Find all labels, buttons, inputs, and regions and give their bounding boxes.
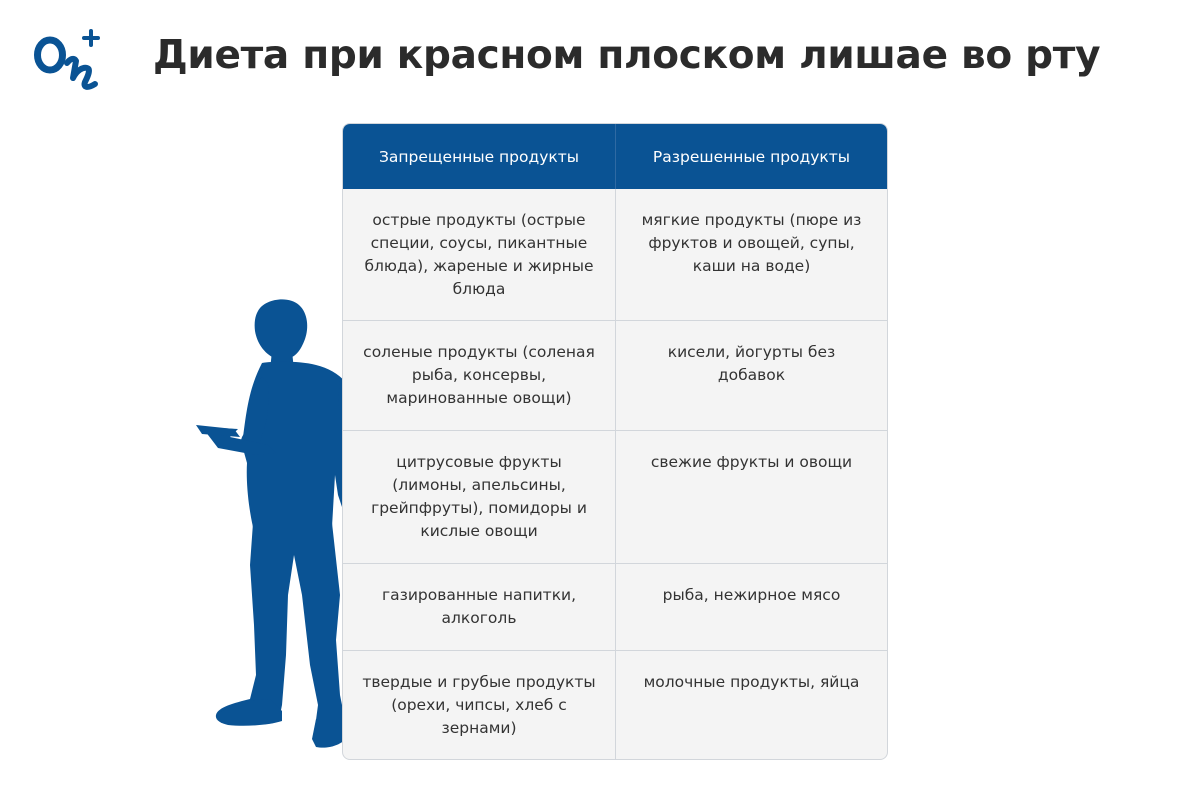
forbidden-cell: соленые продукты (соленая рыба, консервы, маринованные овощи) [363, 343, 595, 407]
forbidden-cell: цитрусовые фрукты (лимоны, апельсины, грейпфруты), помидоры и кислые овощи [371, 453, 587, 540]
allowed-cell: мягкие продукты (пюре из фруктов и овощей, супы, каши на воде) [615, 189, 887, 320]
table-header-row [343, 124, 887, 189]
forbidden-cell: острые продукты (острые специи, соусы, пикантные блюда), жареные и жирные блюда [364, 211, 594, 298]
allowed-cell: кисели, йогурты без добавок [615, 321, 887, 430]
site-logo[interactable] [33, 28, 103, 94]
forbidden-cell: газированные напитки, алкоголь [381, 586, 577, 627]
diet-table [342, 123, 888, 760]
page-title: Диета при красном плоском лишае во рту [153, 33, 1101, 78]
allowed-cell: молочные продукты, яйца [615, 651, 887, 759]
table-row [343, 430, 887, 563]
allowed-cell: рыба, нежирное мясо [615, 564, 887, 650]
table-body [343, 189, 887, 759]
table-row [343, 650, 887, 759]
on-plus-logo-icon [33, 28, 103, 94]
table-row [343, 189, 887, 320]
column-header-forbidden: Запрещенные продукты [378, 147, 580, 166]
column-header-allowed: Разрешенные продукты [615, 124, 887, 189]
forbidden-cell: твердые и грубые продукты (орехи, чипсы, хлеб с зернами) [362, 673, 596, 737]
table-row [343, 320, 887, 430]
allowed-cell: свежие фрукты и овощи [615, 431, 887, 563]
table-row [343, 563, 887, 650]
